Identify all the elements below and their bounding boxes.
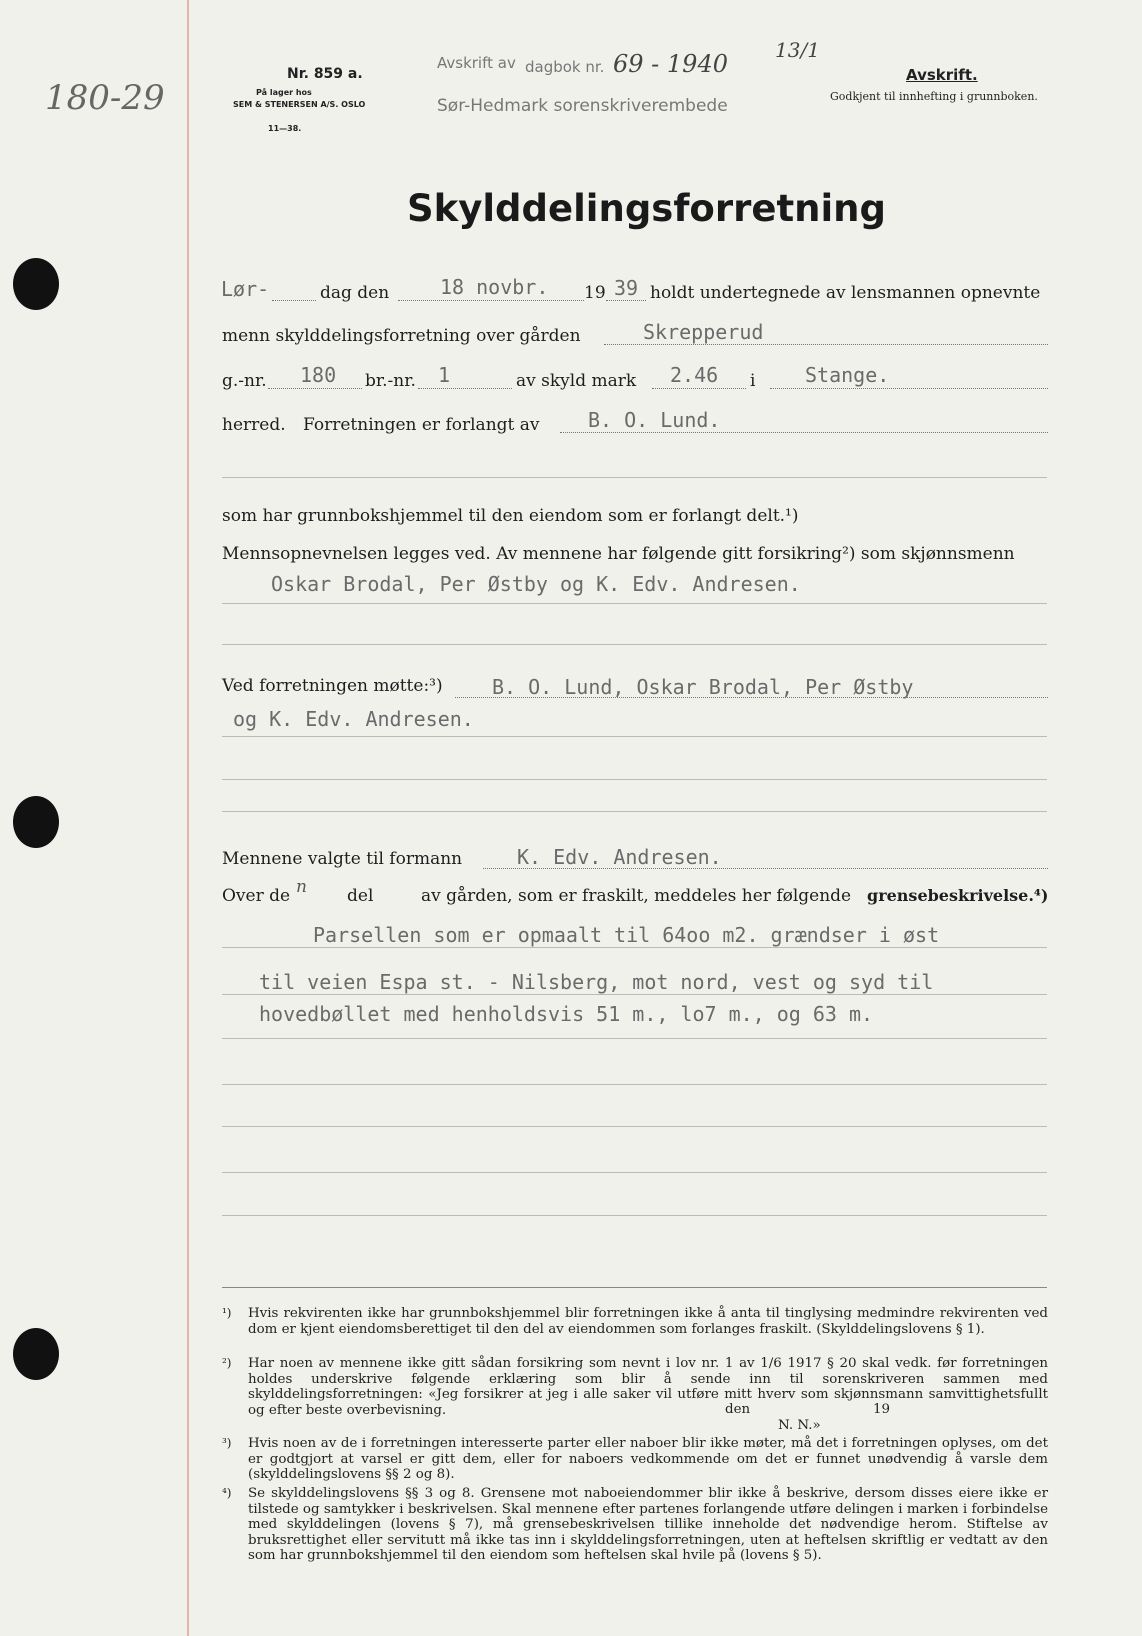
blank-line-8 — [222, 1215, 1047, 1216]
footnote-2-den: den — [725, 1402, 751, 1417]
over-de-sup: n — [296, 877, 307, 897]
forlangt-label: Forretningen er forlangt av — [303, 415, 540, 435]
skyld-value: 2.46 — [670, 363, 719, 387]
stamp-line1: Avskrift av — [437, 54, 516, 72]
footnote-2: Har noen av mennene ikke gitt sådan forsikring som nevnt i lov nr. 1 av 1/6 1917 § 20 skal vedk. før forretningen holdes underskrive følgende erklæring som blir å sende inn til sorenskriveren sammen med skylddelingsforretningen: «Jeg forsikrer at jeg i alle saker vil utføre mitt hverv som skjønnsmann samvittighetsfullt og efter beste overbevisning. — [248, 1356, 1048, 1418]
skyld-label: av skyld mark — [516, 371, 637, 391]
herred-text: herred. — [222, 415, 286, 435]
formann-value: K. Edv. Andresen. — [517, 845, 722, 869]
formann-label: Mennene valgte til formann — [222, 849, 463, 869]
footnote-2-nn: N. N.» — [778, 1418, 821, 1433]
del-label: del — [347, 886, 374, 906]
footnote-4: Se skylddelingslovens §§ 3 og 8. Grensene mot naboeiendommer blir ikke å beskrive, dersom disses eiere ikke er tilstede og samtykker i beskrivelsen. Skal mennene efter partenes forlangende utføre delingen i marken i forbindelse med skylddelingen (lovens § 7), må grensebeskrivelsen tillike inneholde det nødvendige herom. Stiftelse av bruksrettighet eller servitutt må ikke tas inn i skylddelingsforretningen, uten at heftelsen skriftlig er vedtatt av den som har grunnbokshjemmel til den eiendom som heftelsen skal hvile på (lovens § 5). — [248, 1486, 1048, 1563]
publisher-line2: SEM & STENERSEN A/S. OSLO — [233, 100, 366, 109]
blank-line-1 — [222, 477, 1047, 478]
bnr-label: br.-nr. — [365, 371, 416, 391]
gnr-value: 180 — [300, 363, 337, 387]
blank-line-2 — [222, 644, 1047, 645]
desc-line3: hovedbøllet med henholdsvis 51 m., lo7 m., og 63 m. — [259, 1002, 874, 1026]
herred-value: Stange. — [805, 363, 890, 387]
day-value: Lør- — [221, 277, 270, 301]
margin-line — [187, 0, 189, 1636]
year-value: 39 — [614, 276, 639, 300]
motte-value1: B. O. Lund, Oskar Brodal, Per Østby — [492, 675, 914, 699]
skjonnsmenn-value: Oskar Brodal, Per Østby og K. Edv. Andresen. — [271, 572, 801, 596]
footnote-4-mark: ⁴) — [222, 1486, 232, 1500]
blank-line-5 — [222, 1084, 1047, 1085]
line1-rest: holdt undertegnede av lensmannen opnevnte — [650, 283, 1041, 303]
footnote-3: Hvis noen av de i forretningen interesserte parter eller naboer blir ikke møter, må det i forretningen oplyses, om det er godtgjort at varsel er gitt dem, eller for naboers vedkommende om det er funnet unødvendig å varsle dem (skylddelingslovens §§ 2 og 8). — [248, 1436, 1048, 1482]
dag-den-label: dag den — [320, 283, 390, 303]
footnote-2-year: 19 — [873, 1402, 891, 1417]
desc-line1: Parsellen som er opmaalt til 64oo m2. grændser i øst — [313, 923, 940, 947]
publisher-line1: På lager hos — [256, 88, 312, 97]
avskrift-note: Godkjent til innhefting i grunnboken. — [830, 90, 1038, 103]
blank-line-4 — [222, 811, 1047, 812]
over-de-label: Over de — [222, 886, 291, 906]
stamp-date: 13/1 — [775, 38, 820, 62]
year-prefix: 19 — [584, 283, 606, 303]
skjonnsmenn-line — [222, 603, 1047, 604]
desc-rule-2 — [222, 994, 1047, 995]
gnr-label: g.-nr. — [222, 371, 267, 391]
punch-hole-bottom — [13, 1328, 59, 1380]
form-date: 11—38. — [268, 124, 302, 133]
desc-rule-3 — [222, 1038, 1047, 1039]
footnote-1-mark: ¹) — [222, 1306, 232, 1320]
farm-name: Skrepperud — [643, 320, 764, 344]
footnote-divider — [222, 1287, 1047, 1288]
grunnbok-text: som har grunnbokshjemmel til den eiendom som er forlangt delt.¹) — [222, 506, 799, 526]
desc-rule-1 — [222, 947, 1047, 948]
footnote-2-mark: ²) — [222, 1356, 232, 1370]
bnr-value: 1 — [438, 363, 451, 387]
motte-line2 — [222, 736, 1047, 737]
footnote-1: Hvis rekvirenten ikke har grunnbokshjemmel blir forretningen ikke å anta til tinglysing medmindre rekvirenten ved dom er kjent eiendomsberettiget til den del av eiendommen som forlanges fraskilt. (Skylddelingslovens § 1). — [248, 1306, 1048, 1337]
handwritten-reference: 180-29 — [45, 78, 165, 118]
date-value: 18 novbr. — [440, 275, 549, 299]
footnote-3-mark: ³) — [222, 1436, 232, 1450]
stamp-office: Sør-Hedmark sorenskriverembede — [437, 96, 728, 116]
desc-line2: til veien Espa st. - Nilsberg, mot nord, vest og syd til — [259, 970, 934, 994]
blank-line-7 — [222, 1172, 1047, 1173]
line2-text: menn skylddelingsforretning over gården — [222, 326, 581, 346]
blank-line-6 — [222, 1126, 1047, 1127]
motte-label: Ved forretningen møtte:³) — [222, 676, 443, 696]
punch-hole-top — [13, 258, 59, 310]
forlangt-value: B. O. Lund. — [588, 408, 721, 432]
form-number: Nr. 859 a. — [287, 66, 363, 82]
stamp-dagbok: dagbok nr. — [525, 58, 605, 76]
blank-line-3 — [222, 779, 1047, 780]
i-label: i — [750, 371, 756, 391]
motte-value2: og K. Edv. Andresen. — [233, 707, 474, 731]
mennsopp-text: Mennsopnevnelsen legges ved. Av mennene har følgende gitt forsikring²) som skjønnsmenn — [222, 544, 1015, 564]
dagbok-number: 69 - 1940 — [613, 50, 728, 78]
document-title: Skylddelingsforretning — [407, 187, 886, 230]
punch-hole-middle — [13, 796, 59, 848]
avskrift-label: Avskrift. — [906, 66, 978, 84]
grense-text: grensebeskrivelse.⁴) — [867, 886, 1049, 905]
fraskilt-text: av gården, som er fraskilt, meddeles her følgende — [421, 886, 852, 906]
